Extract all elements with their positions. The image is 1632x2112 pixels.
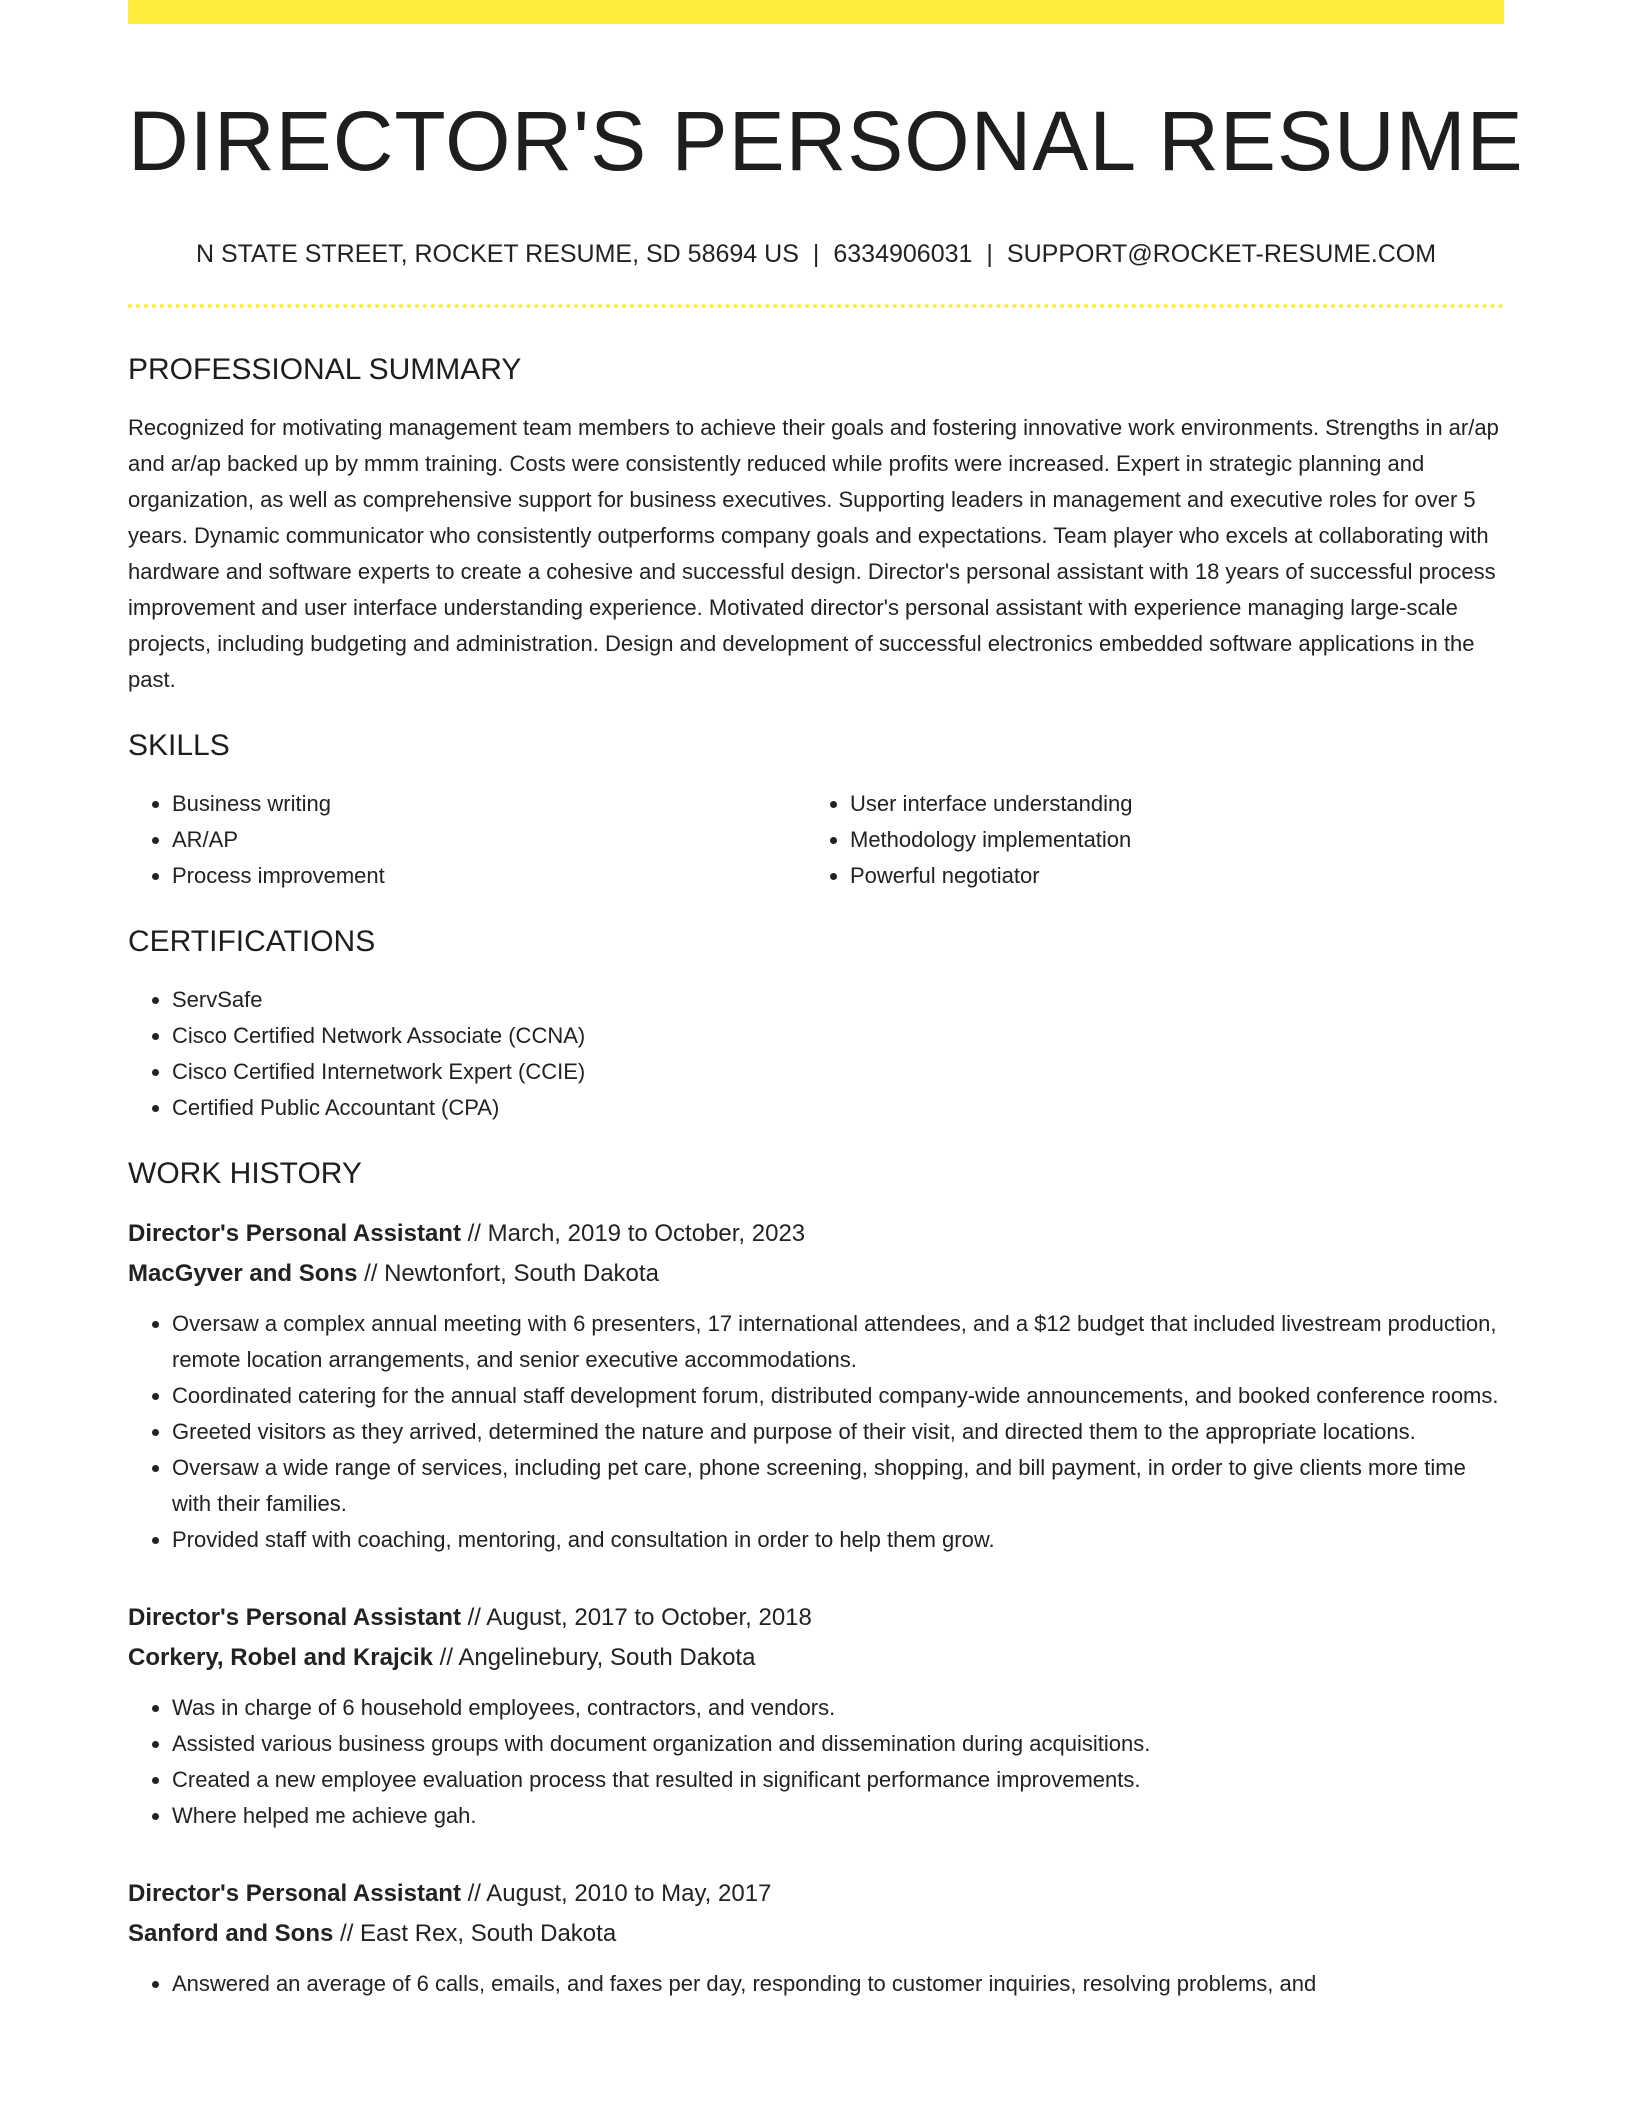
job-title-line — [128, 1598, 1504, 1638]
work-history-section — [128, 1154, 1504, 2002]
skills-section — [128, 726, 1504, 894]
skill-item: • User interface understanding — [850, 786, 1484, 822]
job-title-line — [128, 1214, 1504, 1254]
contact-phone: 6334906031 — [833, 240, 973, 268]
skills-list-right — [806, 786, 1484, 894]
section-heading-certifications: CERTIFICATIONS — [128, 925, 376, 958]
job-bullet: • Oversaw a wide range of services, including pet care, phone screening, shopping, and bill payment, in order to give clients more time with their families. — [172, 1450, 1504, 1522]
resume-page — [128, 0, 1524, 2002]
job-bullet: • Where helped me achieve gah. — [172, 1798, 1504, 1834]
job-bullets — [128, 1306, 1504, 1558]
skill-item: • Powerful negotiator — [850, 858, 1484, 894]
job-bullet: • Oversaw a complex annual meeting with 6 presenters, 17 international attendees, and a $12 budget that included livestream production, remote location arrangements, and senior executive accommodations. — [172, 1306, 1504, 1378]
certification-item: • Certified Public Accountant (CPA) — [172, 1090, 1504, 1126]
job-company-line — [128, 1914, 1504, 1954]
job-company: Corkery, Robel and Krajcik — [128, 1644, 433, 1671]
job-entry — [128, 1214, 1504, 1558]
skill-item: • Process improvement — [172, 858, 806, 894]
job-dates: // August, 2010 to May, 2017 — [460, 1880, 772, 1907]
job-company-line — [128, 1638, 1504, 1678]
job-location: // Angelinebury, South Dakota — [433, 1644, 756, 1671]
certification-item: • ServSafe — [172, 982, 1504, 1018]
job-dates: // March, 2019 to October, 2023 — [460, 1220, 806, 1247]
job-bullet: • Provided staff with coaching, mentoring, and consultation in order to help them grow. — [172, 1522, 1504, 1558]
contact-address: N STATE STREET, ROCKET RESUME, SD 58694 US — [195, 240, 799, 268]
professional-summary-section — [128, 350, 1504, 698]
contact-line — [128, 238, 1504, 270]
job-title: Director's Personal Assistant — [128, 1880, 461, 1907]
summary-text: Recognized for motivating management team members to achieve their goals and fostering innovative work environments. Strengths in ar/ap and ar/ap backed up by mmm training. Costs were consistently reduced while profits were increased. Expert in strategic planning and organization, as well as comprehensive support for business executives. Supporting leaders in management and executive roles for over 5 years. Dynamic communicator who consistently outperforms company goals and expectations. Team player who excels at collaborating with hardware and software experts to create a cohesive and successful design. Director's personal assistant with 18 years of successful process improvement and user interface understanding experience. Motivated director's personal assistant with experience managing large-scale projects, including budgeting and administration. Design and development of successful electronics embedded software applications in the past. — [128, 415, 1499, 692]
job-entry — [128, 1598, 1504, 1834]
job-bullet: • Greeted visitors as they arrived, determined the nature and purpose of their visit, and directed them to the appropriate locations. — [172, 1414, 1504, 1450]
section-heading-work-history: WORK HISTORY — [128, 1157, 362, 1190]
job-title: Director's Personal Assistant — [128, 1604, 461, 1631]
skills-list-left — [128, 786, 806, 894]
job-bullet: • Answered an average of 6 calls, emails, and faxes per day, responding to customer inquiries, resolving problems, and — [172, 1966, 1504, 2002]
job-bullet: • Was in charge of 6 household employees, contractors, and vendors. — [172, 1690, 1504, 1726]
skills-columns — [128, 786, 1504, 894]
certification-item: • Cisco Certified Network Associate (CCNA) — [172, 1018, 1504, 1054]
section-heading-skills: SKILLS — [128, 729, 230, 762]
job-bullets — [128, 1966, 1504, 2002]
certifications-list — [128, 982, 1504, 1126]
skill-item: • AR/AP — [172, 822, 806, 858]
dotted-divider — [128, 304, 1504, 308]
job-bullets — [128, 1690, 1504, 1834]
job-company: MacGyver and Sons — [128, 1260, 358, 1287]
job-company-line — [128, 1254, 1504, 1294]
job-bullet: • Assisted various business groups with document organization and dissemination during acquisitions. — [172, 1726, 1504, 1762]
contact-separator: | — [812, 240, 820, 268]
job-bullet: • Created a new employee evaluation process that resulted in significant performance improvements. — [172, 1762, 1504, 1798]
job-company: Sanford and Sons — [128, 1920, 334, 1947]
contact-email: SUPPORT@ROCKET-RESUME.COM — [1006, 240, 1437, 268]
job-entry — [128, 1874, 1504, 2002]
accent-top-bar — [128, 0, 1504, 24]
certifications-section — [128, 922, 1504, 1126]
certification-item: • Cisco Certified Internetwork Expert (CCIE) — [172, 1054, 1504, 1090]
job-location: // East Rex, South Dakota — [333, 1920, 617, 1947]
job-title-line — [128, 1874, 1504, 1914]
skill-item: • Methodology implementation — [850, 822, 1484, 858]
job-location: // Newtonfort, South Dakota — [357, 1260, 659, 1287]
skill-item: • Business writing — [172, 786, 806, 822]
contact-separator: | — [986, 240, 993, 268]
job-bullet: • Coordinated catering for the annual staff development forum, distributed company-wide announcements, and booked conference rooms. — [172, 1378, 1504, 1414]
job-dates: // August, 2017 to October, 2018 — [460, 1604, 812, 1631]
resume-title: DIRECTOR'S PERSONAL RESUME — [128, 94, 1524, 188]
job-title: Director's Personal Assistant — [128, 1220, 461, 1247]
section-heading-summary: PROFESSIONAL SUMMARY — [128, 353, 522, 386]
